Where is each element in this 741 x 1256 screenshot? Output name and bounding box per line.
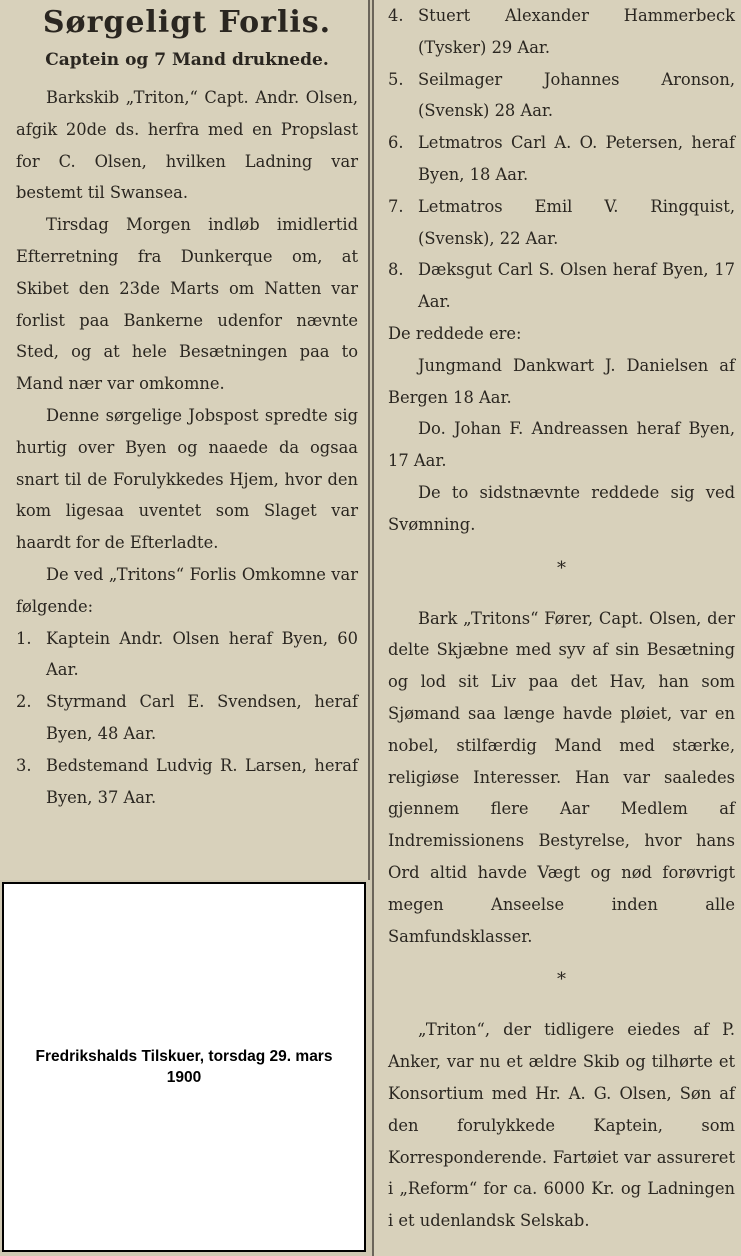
victim-entry: 6. Letmatros Carl A. O. Petersen, heraf Byen, 18 Aar. <box>388 133 735 184</box>
column-left-content <box>16 0 358 813</box>
rescued-heading: De reddede ere: <box>388 323 522 343</box>
victim-entry: 3. Bedstemand Ludvig R. Larsen, heraf Byen, 37 Aar. <box>16 755 358 807</box>
victim-entry: 2. Styrmand Carl E. Svendsen, heraf Byen, 48 Aar. <box>16 692 358 743</box>
victims-list-part-1 <box>16 623 358 814</box>
rescued-note: De to sidstnævnte reddede sig ved Svømning. <box>388 482 735 534</box>
article-paragraph-3: Denne sørgelige Jobspost spredte sig hurtig over Byen og naaede da ogsaa snart til de Forulykkedes Hjem, hvor den kom ligesaa uventet som Slaget var haardt for de Efterladte. <box>16 405 358 553</box>
section-separator: * <box>557 557 566 579</box>
rescued-entry-2: Do. Johan F. Andreassen heraf Byen, 17 Aar. <box>388 419 735 471</box>
section-separator: * <box>557 969 566 991</box>
rescued-entry-1: Jungmand Dankwart J. Danielsen af Bergen 18 Aar. <box>388 355 735 407</box>
source-caption: Fredrikshalds Tilskuer, torsdag 29. mars 1900 <box>35 1048 333 1086</box>
article-paragraph-4: De ved „Tritons“ Forlis Omkomne var følgende: <box>16 564 358 616</box>
column-right-content <box>388 0 735 1237</box>
article-subheadline: Captein og 7 Mand druknede. <box>45 50 329 70</box>
victim-entry: 7. Letmatros Emil V. Ringquist, (Svensk), 22 Aar. <box>388 196 735 248</box>
victims-list-part-2 <box>388 0 735 318</box>
newspaper-column-right <box>372 0 741 1256</box>
victim-entry: 4. Stuert Alexander Hammerbeck (Tysker) 29 Aar. <box>388 6 735 57</box>
victim-entry: 8. Dæksgut Carl S. Olsen heraf Byen, 17 Aar. <box>388 260 735 312</box>
ship-paragraph: „Triton“, der tidligere eiedes af P. Anker, var nu et ældre Skib og tilhørte et Konsortium med Hr. A. G. Olsen, Søn af den forulykkede Kaptein, som Korresponderende. Fartøiet var assureret i „Reform“ for ca. 6000 Kr. og Ladningen i et udenlandsk Selskab. <box>388 1020 735 1231</box>
article-paragraph-1: Barkskib „Triton,“ Capt. Andr. Olsen, afgik 20de ds. herfra med en Propslast for C. Olsen, hvilken Ladning var bestemt til Swansea. <box>16 88 358 203</box>
victim-entry: 5. Seilmager Johannes Aronson, (Svensk) 28 Aar. <box>388 69 735 121</box>
article-paragraph-2: Tirsdag Morgen indløb imidlertid Efterretning fra Dunkerque om, at Skibet den 23de Marts om Natten var forlist paa Bankerne udenfor nævnte Sted, og at hele Besætningen paa to Mand nær var omkomne. <box>16 215 358 394</box>
newspaper-column-left <box>0 0 370 880</box>
source-caption-box <box>2 882 366 1252</box>
article-headline: Sørgeligt Forlis. <box>42 5 332 40</box>
captain-paragraph: Bark „Tritons“ Fører, Capt. Olsen, der delte Skjæbne med syv af sin Besætning og lod sit Liv paa det Hav, han som Sjømand saa længe havde pløiet, var en nobel, stilfærdig Mand med stærke, religiøse Interesser. Han var saaledes gjennem flere Aar Medlem af Indremissionens Bestyrelse, hvor hans Ord altid havde Vægt og nød forøvrigt megen Anseelse inden alle Samfundsklasser. <box>388 608 735 946</box>
victim-entry: 1. Kaptein Andr. Olsen heraf Byen, 60 Aar. <box>16 628 358 680</box>
